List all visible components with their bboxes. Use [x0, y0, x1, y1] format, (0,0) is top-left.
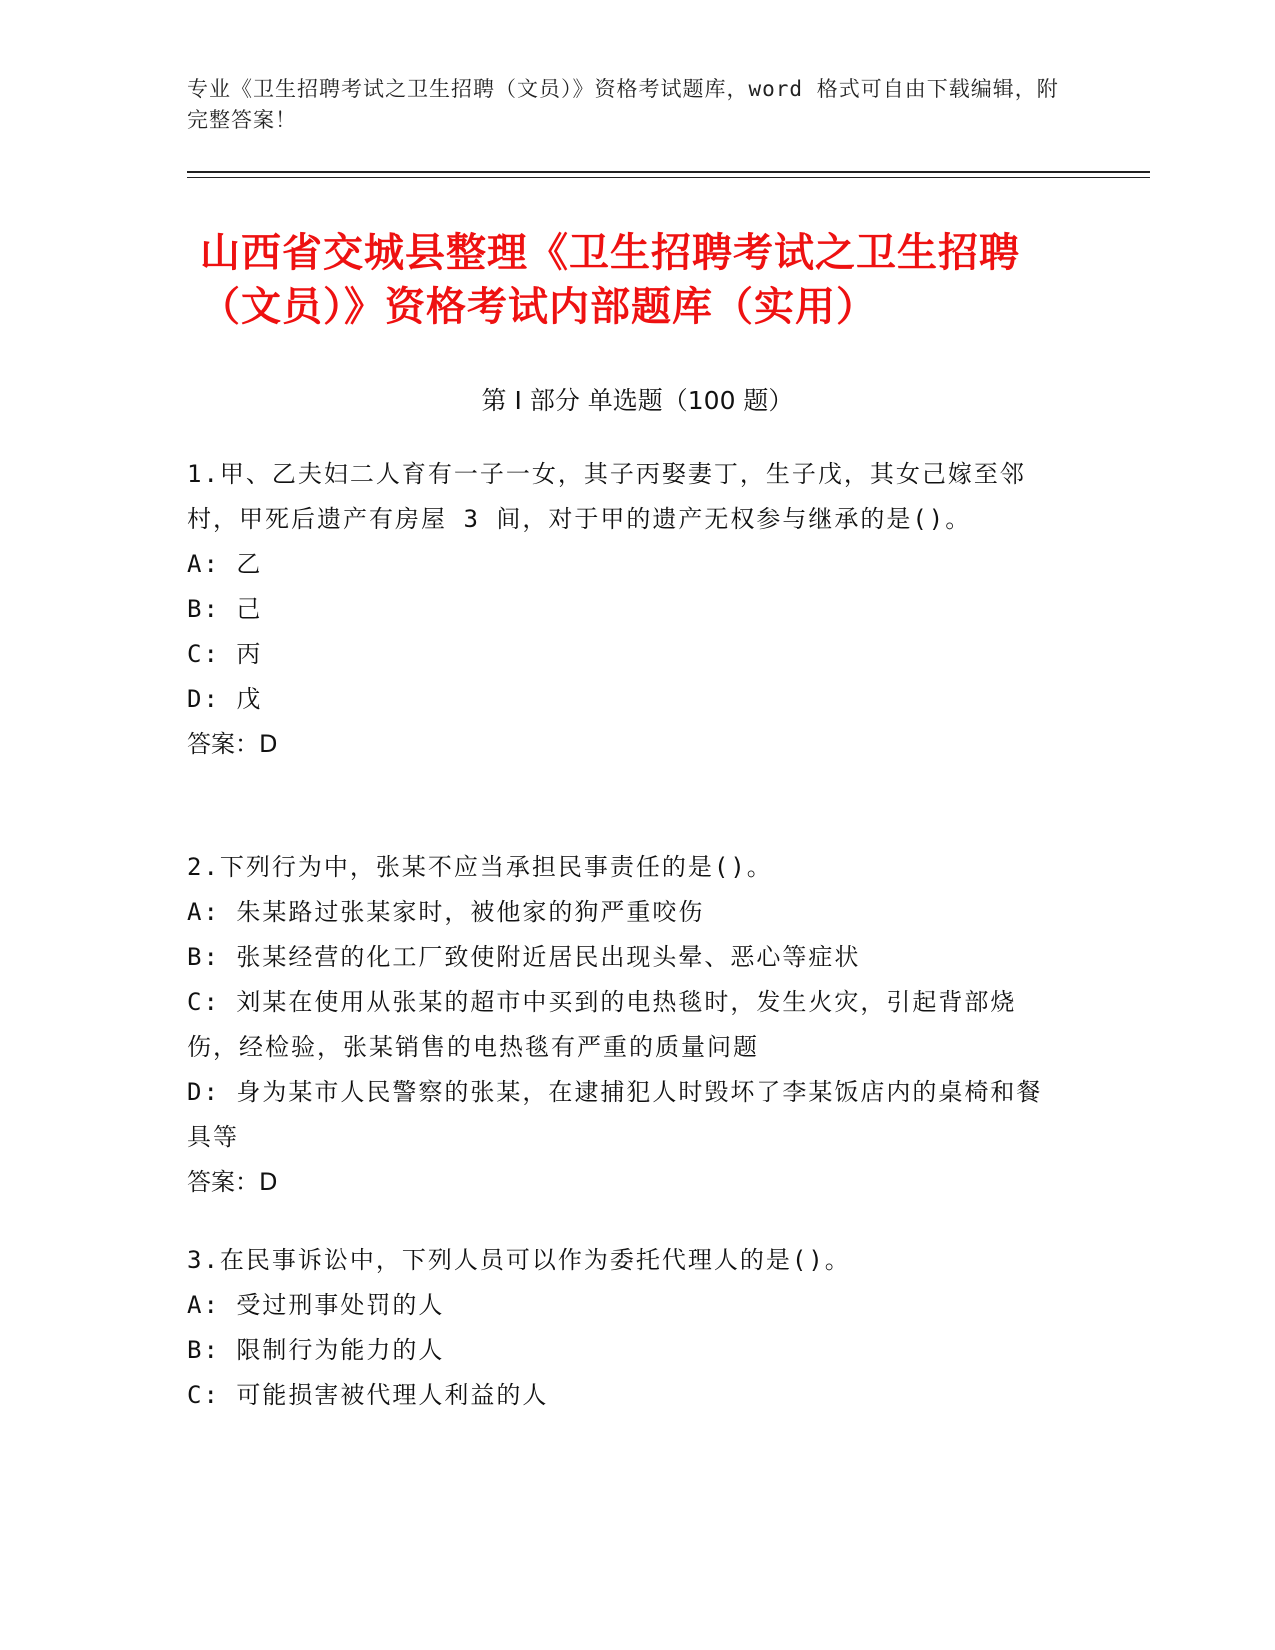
option-b: B: 限制行为能力的人: [187, 1336, 445, 1364]
question-3: [187, 1238, 1067, 1418]
section-title: 第 I 部分 单选题（100 题）: [481, 386, 794, 415]
answer-line: 答案：D: [187, 1168, 278, 1196]
document-title: 山西省交城县整理《卫生招聘考试之卫生招聘（文员）》资格考试内部题库（实用）: [200, 230, 1020, 330]
option-a: A: 受过刑事处罚的人: [187, 1291, 445, 1319]
question-2: [187, 845, 1067, 1205]
option-a: A: 乙: [187, 550, 263, 578]
option-d: D: 身为某市人民警察的张某，在逮捕犯人时毁坏了李某饭店内的桌椅和餐具等: [187, 1078, 1043, 1151]
question-stem: 2.下列行为中，张某不应当承担民事责任的是()。: [187, 853, 773, 881]
option-c: C: 刘某在使用从张某的超市中买到的电热毯时，发生火灾，引起背部烧伤，经检验，张某销售的电热毯有严重的质量问题: [187, 988, 1017, 1061]
option-a: A: 朱某路过张某家时，被他家的狗严重咬伤: [187, 898, 705, 926]
question-stem: 3.在民事诉讼中，下列人员可以作为委托代理人的是()。: [187, 1246, 851, 1274]
question-stem: 1.甲、乙夫妇二人育有一子一女，其子丙娶妻丁，生子戊，其女己嫁至邻村，甲死后遗产有房屋 3 间，对于甲的遗产无权参与继承的是()。: [187, 460, 1026, 533]
option-c: C: 可能损害被代理人利益的人: [187, 1381, 549, 1409]
answer-line: 答案：D: [187, 730, 278, 758]
header-divider-thick: [187, 171, 1150, 173]
option-b: B: 张某经营的化工厂致使附近居民出现头晕、恶心等症状: [187, 943, 861, 971]
option-d: D: 戊: [187, 685, 263, 713]
header-divider-thin: [187, 177, 1150, 178]
option-b: B: 己: [187, 595, 263, 623]
header-note: 专业《卫生招聘考试之卫生招聘（文员）》资格考试题库，word 格式可自由下载编辑，附完整答案！: [187, 77, 1059, 132]
question-1: [187, 452, 1067, 767]
option-c: C: 丙: [187, 640, 263, 668]
